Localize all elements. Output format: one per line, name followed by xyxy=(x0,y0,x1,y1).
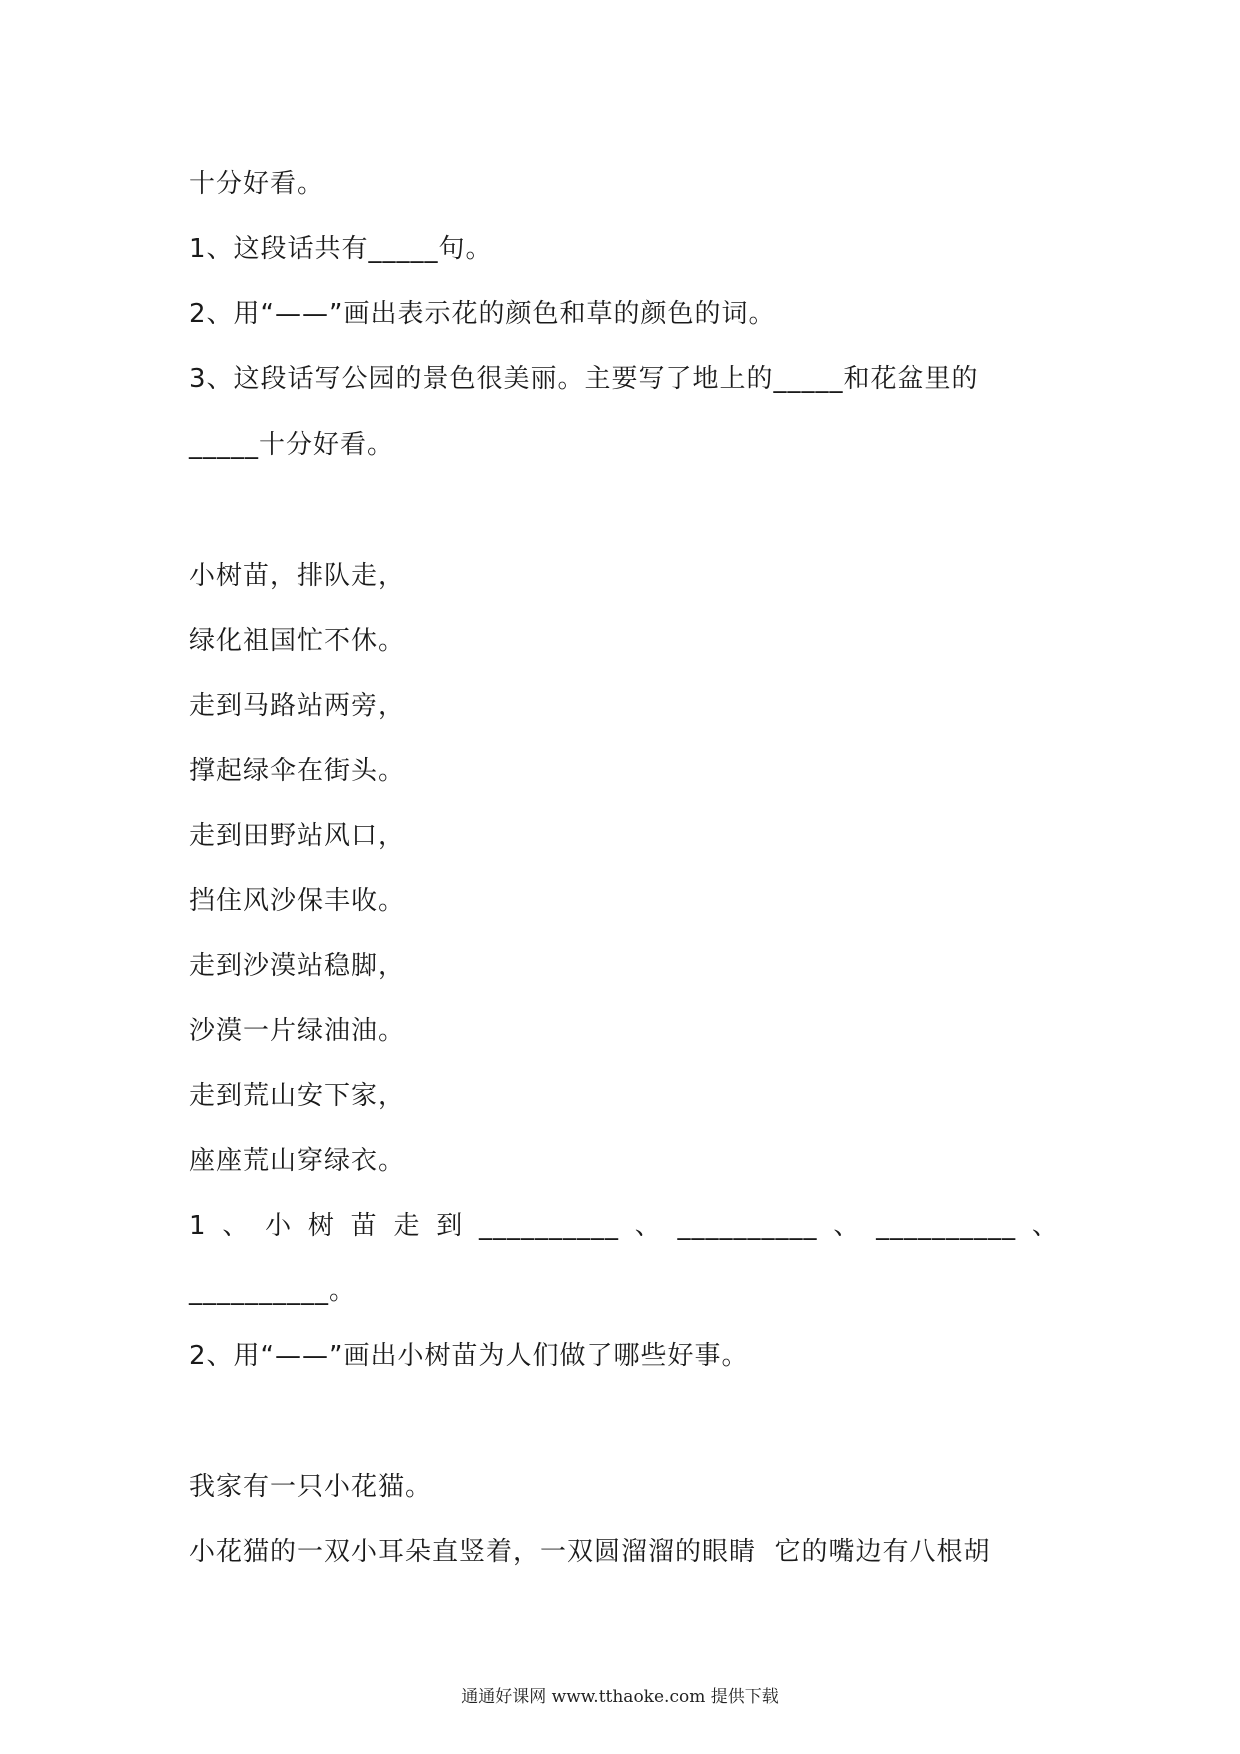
q1-part: 到 xyxy=(436,1211,464,1241)
poem-line-6: 挡住风沙保丰收。 xyxy=(189,886,406,916)
paragraph-continuation: 十分好看。 xyxy=(189,169,325,199)
poem-line-5: 走到田野站风口， xyxy=(189,821,406,851)
q1-part: 树 xyxy=(307,1211,335,1241)
q1-part: 、 xyxy=(833,1211,861,1241)
q1-part: 、 xyxy=(222,1211,250,1241)
q1-part: 、 xyxy=(1031,1211,1059,1241)
q1-blank: __________ xyxy=(876,1211,1017,1241)
q1-blank: __________ xyxy=(479,1211,619,1241)
poem-line-3: 走到马路站两旁， xyxy=(189,691,406,721)
q1-part: 小 xyxy=(265,1211,293,1241)
q1-part: 苗 xyxy=(350,1211,378,1241)
poem-question-1-line-1 xyxy=(189,1209,1059,1243)
poem-line-1: 小树苗，排队走， xyxy=(189,561,406,591)
q1-part: 、 xyxy=(634,1211,662,1241)
passage-3-line-1: 我家有一只小花猫。 xyxy=(189,1472,433,1502)
poem-line-2: 绿化祖国忙不休。 xyxy=(189,626,406,656)
q1-blank: __________ xyxy=(677,1211,818,1241)
question-3-line-1: 3、这段话写公园的景色很美丽。主要写了地上的_____和花盆里的 xyxy=(189,364,979,394)
poem-question-1-line-2: __________。 xyxy=(189,1276,357,1306)
poem-line-4: 撑起绿伞在街头。 xyxy=(189,756,406,786)
passage-3-line-2: 小花猫的一双小耳朵直竖着，一双圆溜溜的眼睛 它的嘴边有八根胡 xyxy=(189,1537,991,1567)
q1-part: 1 xyxy=(189,1211,207,1241)
page-footer: 通通好课网 www.tthaoke.com 提供下载 xyxy=(461,1687,779,1707)
poem-line-9: 走到荒山安下家， xyxy=(189,1081,406,1111)
poem-line-8: 沙漠一片绿油油。 xyxy=(189,1016,406,1046)
question-1-sentence-count: 1、这段话共有_____句。 xyxy=(189,234,493,264)
poem-line-10: 座座荒山穿绿衣。 xyxy=(189,1146,406,1176)
question-2-underline-colors: 2、用“——”画出表示花的颜色和草的颜色的词。 xyxy=(189,299,776,329)
poem-question-2: 2、用“——”画出小树苗为人们做了哪些好事。 xyxy=(189,1341,749,1371)
poem-line-7: 走到沙漠站稳脚， xyxy=(189,951,406,981)
q1-part: 走 xyxy=(393,1211,421,1241)
question-3-line-2: _____十分好看。 xyxy=(189,430,395,460)
